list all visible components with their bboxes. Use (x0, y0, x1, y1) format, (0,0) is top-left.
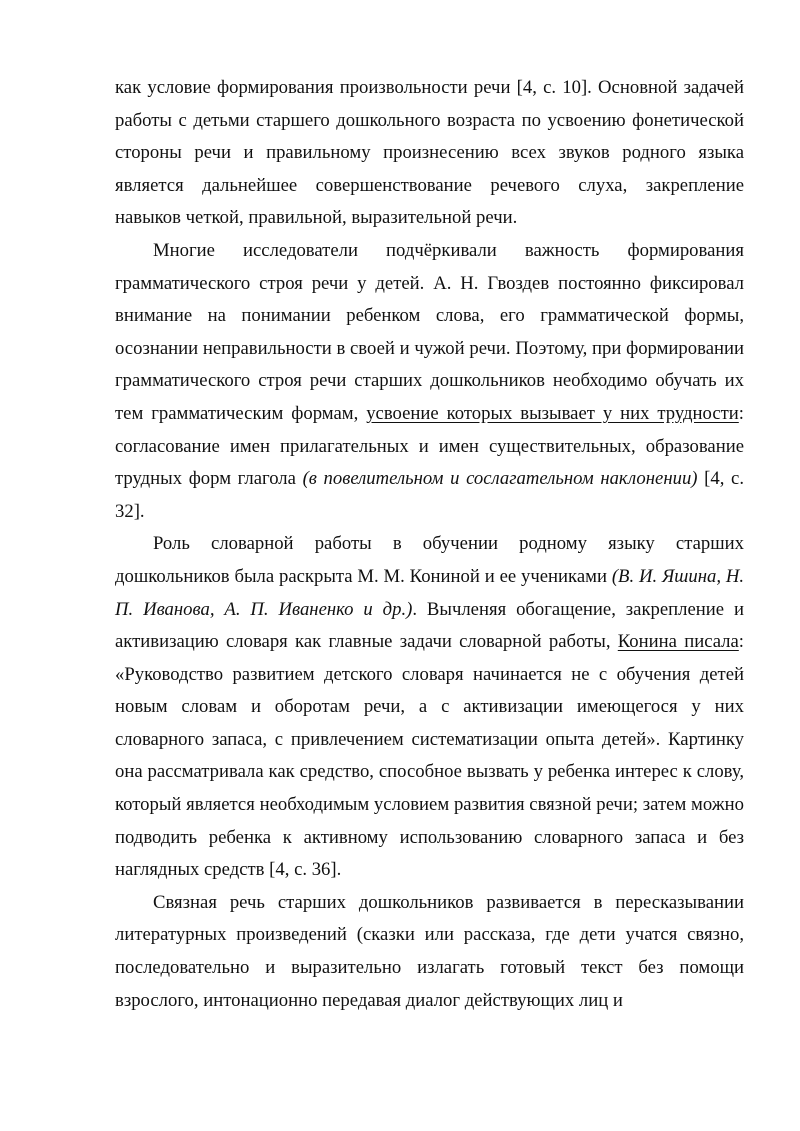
paragraph-grammar (115, 235, 744, 528)
text-segment: [4, с. 32]. (115, 468, 745, 522)
paragraph-vocabulary (115, 528, 744, 887)
text-segment: . Вычленяя обогащение, закрепление и активизацию словаря как главные задачи словарной работы, (115, 598, 744, 653)
underlined-phrase: усвоение которых вызывает у них трудности (366, 402, 739, 424)
text-segment: : согласование имен прилагательных и имен существительных, образование трудных форм глагола (115, 402, 744, 490)
italic-phrase: (В. И. Яшина, Н. П. Иванова, А. П. Иваненко и др.) (115, 565, 744, 620)
text-segment: Связная речь старших дошкольников развивается в пересказывании литературных произведений (сказки или рассказа, где дети учатся связно, последовательно и выразительно излагать готовый текст без помощи взрослого, интонационно передавая диалог действующих лиц и (115, 891, 744, 1011)
paragraph-phonetics (115, 72, 744, 235)
text-segment: Многие исследователи подчёркивали важность формирования грамматического строя речи у детей. А. Н. Гвоздев постоянно фиксировал внимание на понимании ребенком слова, его грамматической формы, осознании неправильности в своей и чужой речи. Поэтому, при формировании грамматического строя речи старших дошкольников необходимо обучать их тем грамматическим формам, (115, 239, 744, 424)
underlined-phrase: Конина писала (617, 631, 739, 653)
italic-phrase: (в повелительном и сослагательном наклонении) (302, 468, 698, 490)
paragraph-connected-speech (115, 887, 744, 1017)
text-segment: : «Руководство развитием детского словаря начинается не с обучения детей новым словам и оборотам речи, а с активизации имеющегося у них словарного запаса, с привлечением систематизации опыта детей». Картинку она рассматривала как средство, способное вызвать у ребенка интерес к слову, который является необходимым условием развития связной речи; затем можно подводить ребенка к активному использованию словарного запаса и без наглядных средств [4, с. 36]. (115, 631, 744, 881)
text-segment: Роль словарной работы в обучении родному языку старших дошкольников была раскрыта М. М. Кониной и ее учениками (115, 533, 744, 587)
text-segment: как условие формирования произвольности речи [4, с. 10]. Основной задачей работы с детьми старшего дошкольного возраста по усвоению фонетической стороны речи и правильному произнесению всех звуков родного языка является дальнейшее совершенствование речевого слуха, закрепление навыков четкой, правильной, выразительной речи. (115, 77, 744, 229)
